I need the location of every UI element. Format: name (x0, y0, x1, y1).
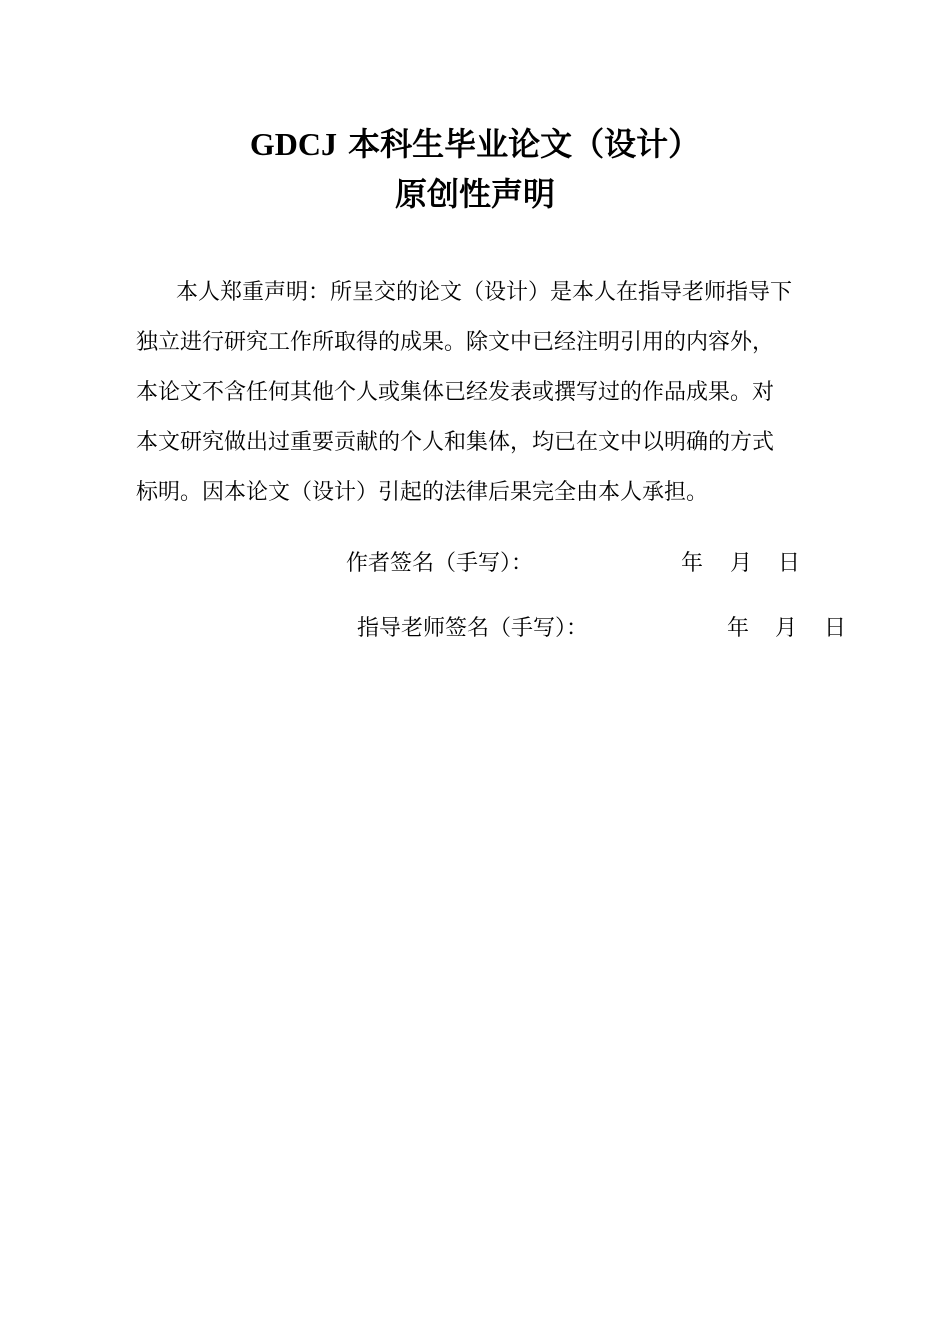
document-title (0, 124, 950, 164)
title-main: 本科生毕业论文（设计） (348, 125, 701, 163)
advisor-date-day: 日 (824, 616, 847, 641)
declaration-line: 独立进行研究工作所取得的成果。除文中已经注明引用的内容外， (136, 330, 775, 355)
declaration-line: 本文研究做出过重要贡献的个人和集体，均已在文中以明确的方式 (136, 430, 775, 455)
advisor-signature-label: 指导老师签名（手写）： (357, 616, 589, 641)
declaration-line: 本人郑重声明：所呈交的论文（设计）是本人在指导老师指导下 (176, 280, 793, 305)
author-date-month: 月 (730, 551, 753, 576)
author-date-day: 日 (778, 551, 801, 576)
declaration-line: 本论文不含任何其他个人或集体已经发表或撰写过的作品成果。对 (136, 380, 775, 405)
declaration-line: 标明。因本论文（设计）引起的法律后果完全由本人承担。 (136, 480, 709, 505)
advisor-date-year: 年 (727, 616, 750, 641)
advisor-date-month: 月 (775, 616, 798, 641)
author-date-year: 年 (681, 551, 704, 576)
document-subtitle: 原创性声明 (394, 175, 555, 213)
title-code: GDCJ (249, 126, 337, 162)
author-signature-label: 作者签名（手写）： (346, 551, 534, 576)
